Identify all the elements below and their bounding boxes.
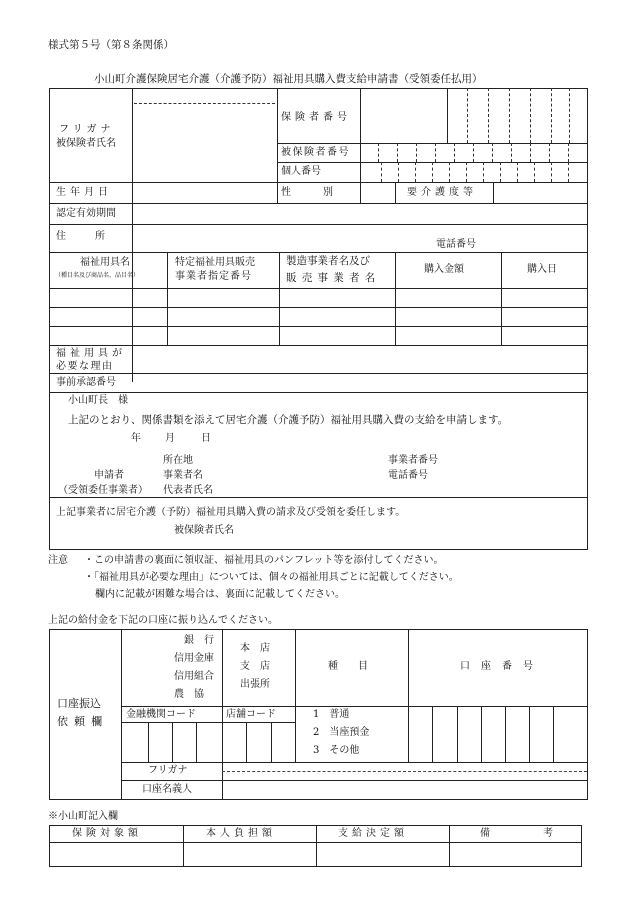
sex-label: 性 別 (281, 187, 337, 198)
note-2: ・「福祉用具が必要な理由」については、個々の福祉用具ごとに記載してください。 (84, 572, 459, 583)
date-header: 購入日 (527, 264, 557, 275)
inst-type-kumiai: 信用組合 (174, 671, 214, 682)
inst-type-bank: 銀 行 (184, 635, 214, 646)
insurer-number-label: 保険者番号 (281, 112, 351, 123)
address-label: 住 所 (56, 231, 108, 242)
maker-header-2: 販売事業者名 (286, 272, 381, 284)
holder-furigana-label: フリガナ (148, 765, 188, 776)
inst-type-noukyo: 農 協 (174, 689, 204, 700)
notes-label: 注意 (48, 555, 68, 566)
branch-code-label: 店舗コード (226, 709, 276, 720)
insured-name-label: 被保険者氏名 (56, 138, 116, 149)
item-name-subheader: （種目名及び商品名、品目名） (55, 272, 140, 279)
account-kind-other: 3 その他 (313, 745, 360, 756)
item-name-header: 福祉用具名 (80, 257, 130, 268)
furigana-label: フリガナ (59, 124, 115, 135)
personal-number-label: 個人番号 (281, 166, 321, 177)
form-title: 小山町介護保険居宅介護（介護予防）福祉用具購入費支給申請書（受領委任払用） (94, 73, 483, 85)
branch-type-branch: 支 店 (240, 661, 270, 672)
note-3: 欄内に記載が困難な場合は、裏面に記載してください。 (95, 589, 345, 600)
bank-section-label-2: 依頼欄 (57, 715, 109, 728)
account-kind-ordinary: 1 普通 (313, 709, 350, 720)
business-name-label: 事業者名 (163, 470, 203, 481)
delegation-statement: 上記事業者に居宅介護（予防）福祉用具購入費の請求及び受領を委任します。 (56, 507, 406, 518)
care-level-label: 要介護度等 (407, 187, 477, 198)
inst-type-shinkin: 信用金庫 (174, 653, 214, 664)
note-1: ・この申請書の裏面に領収証、福祉用具のパンフレット等を添付してください。 (84, 555, 444, 566)
insured-number-label: 被保険者番号 (281, 147, 350, 158)
birth-label: 生年月日 (56, 187, 112, 198)
amount-header: 購入金額 (424, 264, 464, 275)
reason-label-2: 必要な理由 (56, 361, 114, 372)
branch-type-main: 本 店 (240, 643, 270, 654)
agent-label: （受領委任事業者） (58, 485, 148, 496)
representative-label: 代表者氏名 (163, 485, 213, 496)
seller-number-header-2: 事業者指定番号 (175, 271, 252, 282)
account-kind-label: 種 目 (328, 661, 368, 672)
account-kind-checking: 2 当座預金 (313, 727, 370, 738)
bank-intro: 上記の給付金を下記の口座に振り込んでください。 (48, 615, 278, 626)
form-number: 様式第５号（第８条関係） (48, 39, 174, 51)
delegation-insured-name: 被保険者氏名 (174, 525, 234, 536)
seller-number-header-1: 特定福祉用具販売 (175, 257, 255, 268)
cert-period-label: 認定有効期間 (56, 208, 116, 219)
branch-type-office: 出張所 (240, 679, 270, 690)
business-number-label: 事業者番号 (388, 455, 438, 466)
account-holder-label: 口座名義人 (142, 784, 192, 795)
bank-section-label-1: 口座振込 (57, 697, 101, 710)
phone-label: 電話番号 (436, 239, 476, 250)
account-number-label: 口座番号 (460, 661, 544, 672)
date-day: 日 (201, 433, 211, 444)
approval-number-label: 事前承認番号 (56, 377, 116, 388)
office-header-remarks: 備 考 (480, 828, 564, 839)
maker-header-1: 製造事業者名及び (286, 255, 370, 267)
application-statement: 上記のとおり、関係書類を添えて居宅介護（介護予防）福祉用具購入費の支給を申請します。 (68, 414, 509, 426)
business-phone-label: 電話番号 (388, 470, 428, 481)
applicant-label: 申請者 (94, 470, 124, 481)
office-header-decided: 支給決定額 (338, 828, 408, 839)
addressee: 小山町長 様 (68, 395, 128, 406)
date-year: 年 (131, 433, 141, 444)
date-month: 月 (165, 433, 175, 444)
office-use-title: ※小山町記入欄 (48, 811, 118, 822)
reason-label-1: 福祉用具が (56, 348, 126, 359)
office-header-covered: 保険対象額 (72, 828, 142, 839)
location-label: 所在地 (163, 455, 193, 466)
office-header-self-pay: 本人負担額 (206, 828, 276, 839)
bank-code-label: 金融機関コード (126, 709, 196, 720)
